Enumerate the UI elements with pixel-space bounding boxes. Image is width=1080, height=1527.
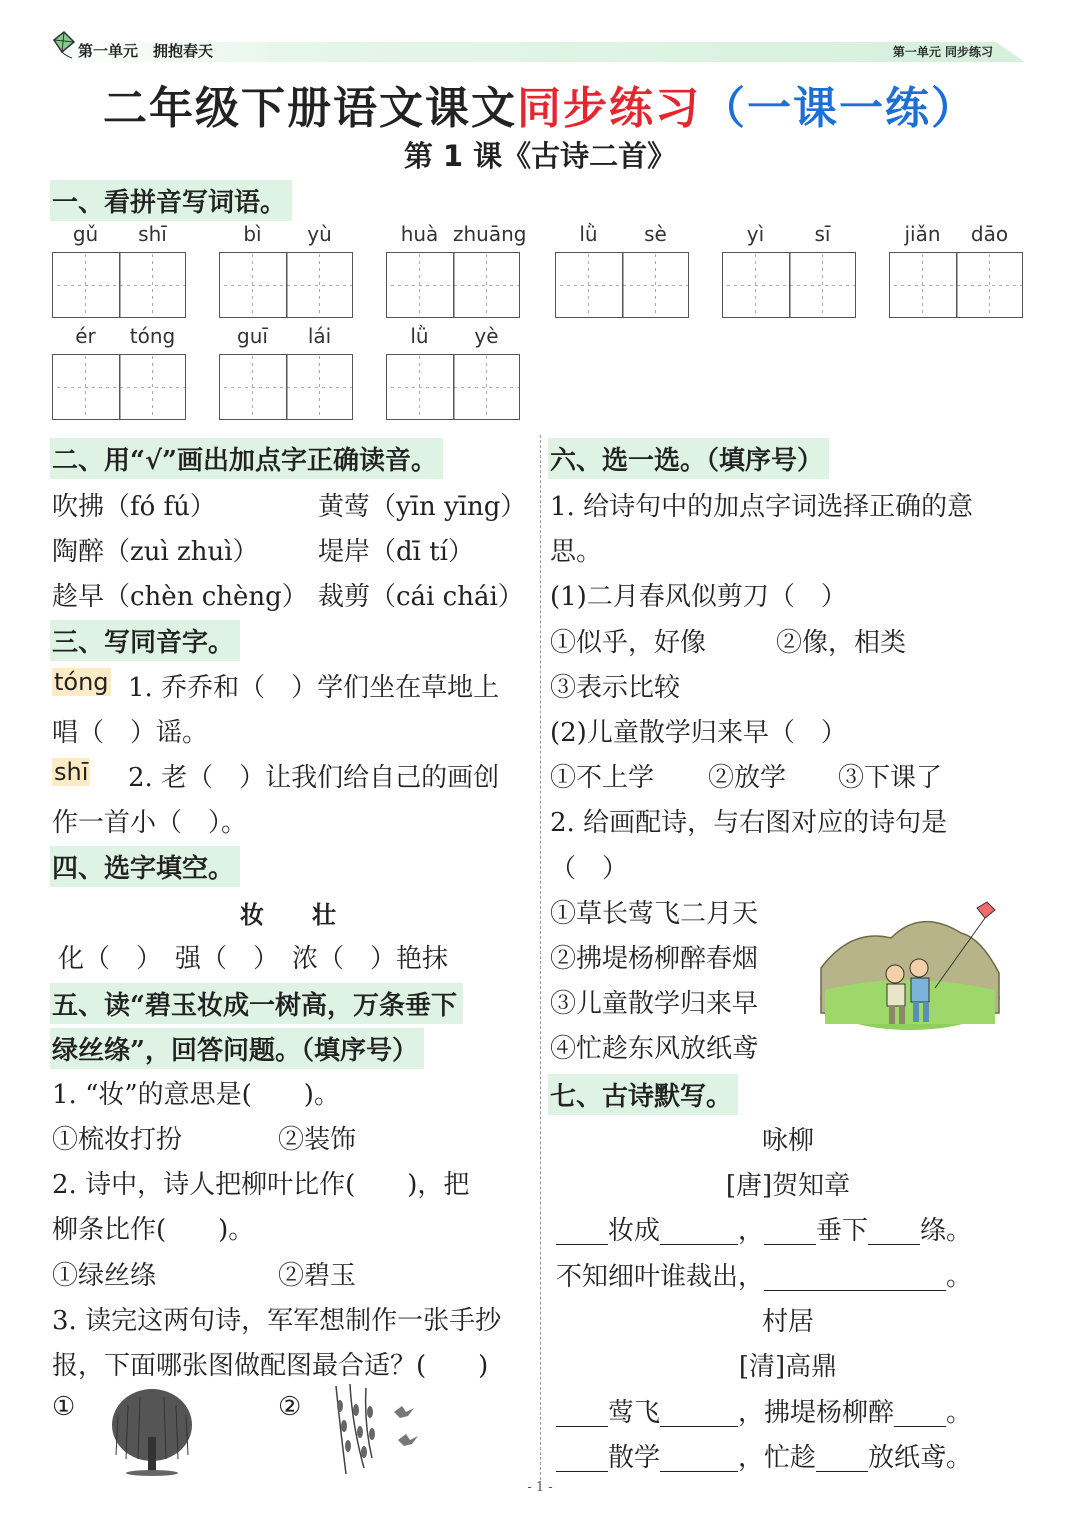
- pronunciation-item[interactable]: 趁早（chèn chèng）: [52, 582, 308, 612]
- unit-practice-label: 第一单元 同步练习: [892, 45, 993, 59]
- pinyin-label: jiǎn: [904, 222, 941, 246]
- section-6-heading: 六、选一选。（填序号）: [548, 438, 829, 479]
- writing-grid-box[interactable]: [555, 252, 689, 318]
- pronunciation-item[interactable]: 裁剪（cái chái）: [318, 582, 524, 612]
- question-line[interactable]: 报，下面哪张图做配图最合适？( ): [52, 1351, 489, 1381]
- poem-author: [唐]贺知章: [725, 1171, 851, 1201]
- page-title: [0, 72, 1080, 136]
- poem-fill-line[interactable]: ____莺飞______，拂堤杨柳醉____。: [556, 1398, 973, 1428]
- willow-tree-icon: [108, 1385, 196, 1477]
- pinyin-label: tóng: [129, 324, 176, 348]
- question-line[interactable]: 3. 读完这两句诗，军军想制作一张手抄: [52, 1306, 502, 1336]
- option[interactable]: ②放学: [708, 763, 787, 793]
- section-3-heading: 三、写同音字。: [50, 620, 240, 661]
- pinyin-hint: shī: [54, 758, 89, 786]
- homophone-line[interactable]: 2. 老（ ）让我们给自己的画创: [128, 763, 500, 793]
- page-number: - 1 -: [527, 1480, 553, 1495]
- writing-grid-box[interactable]: [52, 354, 186, 420]
- pinyin-label: zhuāng: [453, 222, 527, 246]
- question-line[interactable]: 1. “妆”的意思是( )。: [52, 1080, 340, 1110]
- pinyin-label: lǜ: [410, 324, 429, 348]
- poem-title: 咏柳: [761, 1126, 814, 1156]
- poem-fill-line[interactable]: 不知细叶谁裁出，______________。: [556, 1262, 973, 1292]
- writing-grid-box[interactable]: [52, 252, 186, 318]
- title-red: 同步练习: [517, 83, 701, 134]
- question-line[interactable]: 柳条比作( )。: [52, 1215, 255, 1245]
- question-line[interactable]: 2. 诗中，诗人把柳叶比作( )，把: [52, 1170, 470, 1200]
- poem-author: [清]高鼎: [738, 1352, 838, 1382]
- writing-grid-box[interactable]: [386, 354, 520, 420]
- pronunciation-item[interactable]: 吹拂（fó fú）: [52, 492, 216, 522]
- column-divider: [540, 435, 541, 1480]
- section-5-heading-2: 绿丝绦”，回答问题。（填序号）: [50, 1028, 424, 1069]
- option[interactable]: ①梳妆打扮: [52, 1125, 183, 1155]
- pinyin-label: guī: [237, 324, 268, 348]
- pinyin-label: yù: [307, 222, 332, 246]
- option[interactable]: ③下课了: [838, 763, 943, 793]
- poem-fill-line[interactable]: ____妆成______，____垂下____绦。: [556, 1216, 973, 1246]
- writing-grid-box[interactable]: [722, 252, 856, 318]
- pinyin-hint: tóng: [54, 668, 109, 696]
- homophone-line[interactable]: 作一首小（ ）。: [52, 808, 248, 838]
- option[interactable]: ④忙趁东风放纸鸢: [550, 1034, 759, 1064]
- poem-title: 村居: [761, 1307, 814, 1337]
- top-banner: [50, 40, 1025, 62]
- section-7-heading: 七、古诗默写。: [548, 1074, 738, 1115]
- writing-grid-box[interactable]: [386, 252, 520, 318]
- option[interactable]: ①绿丝绦: [52, 1261, 157, 1291]
- question-line[interactable]: (2)儿童散学归来早（ ）: [550, 718, 847, 748]
- option[interactable]: ②碧玉: [278, 1261, 357, 1291]
- pinyin-label: lái: [307, 324, 332, 348]
- pinyin-label: yì: [746, 222, 765, 246]
- homophone-line[interactable]: 唱（ ）谣。: [52, 718, 209, 748]
- pinyin-label: gǔ: [72, 222, 99, 246]
- lesson-title: 第 1 课《古诗二首》: [403, 139, 677, 173]
- section-2-heading: 二、用“√”画出加点字正确读音。: [50, 438, 443, 479]
- writing-grid-box[interactable]: [219, 252, 353, 318]
- unit-label: 第一单元 拥抱春天: [78, 42, 214, 60]
- section-4-heading: 四、选字填空。: [50, 846, 240, 887]
- poem-fill-line[interactable]: ____散学______，忙趁____放纸鸢。: [556, 1443, 973, 1473]
- writing-grid-box[interactable]: [889, 252, 1023, 318]
- question-line[interactable]: (1)二月春风似剪刀（ ）: [550, 582, 847, 612]
- kite-icon: [50, 30, 80, 60]
- question-line[interactable]: 1. 给诗句中的加点字词选择正确的意: [550, 492, 974, 522]
- option[interactable]: ②拂堤杨柳醉春烟: [550, 944, 759, 974]
- section-1-heading: 一、看拼音写词语。: [50, 180, 292, 221]
- pronunciation-item[interactable]: 陶醉（zuì zhuì）: [52, 537, 259, 567]
- willow-branch-swallows-icon: [330, 1382, 422, 1478]
- question-line[interactable]: （ ）: [550, 854, 629, 884]
- question-line[interactable]: 2. 给画配诗，与右图对应的诗句是: [550, 808, 948, 838]
- option[interactable]: ③表示比较: [550, 673, 681, 703]
- option[interactable]: ③儿童散学归来早: [550, 989, 759, 1019]
- pinyin-label: dāo: [970, 222, 1009, 246]
- option-marker[interactable]: ②: [278, 1392, 302, 1422]
- fill-char-line[interactable]: 化（ ） 强（ ） 浓（ ）艳抹: [58, 944, 449, 974]
- pronunciation-item[interactable]: 堤岸（dī tí）: [318, 537, 474, 567]
- pinyin-label: bì: [243, 222, 262, 246]
- option[interactable]: ①草长莺飞二月天: [550, 899, 759, 929]
- pinyin-label: huà: [400, 222, 439, 246]
- homophone-line[interactable]: 1. 乔乔和（ ）学们坐在草地上: [128, 673, 500, 703]
- pinyin-label: sī: [814, 222, 831, 246]
- char-choices: 妆 壮: [240, 901, 336, 929]
- pinyin-label: lǜ: [579, 222, 598, 246]
- question-line[interactable]: 思。: [550, 537, 603, 567]
- pinyin-label: yè: [474, 324, 499, 348]
- pronunciation-item[interactable]: 黄莺（yīn yīng）: [318, 492, 527, 522]
- option[interactable]: ②像，相类: [776, 628, 907, 658]
- option[interactable]: ②装饰: [278, 1125, 357, 1155]
- option[interactable]: ①似乎，好像: [550, 628, 707, 658]
- pinyin-label: sè: [644, 222, 667, 246]
- title-blue: （一课一练）: [701, 83, 977, 134]
- title-black: 二年级下册语文课文: [103, 83, 517, 134]
- section-5-heading-1: 五、读“碧玉妆成一树高，万条垂下: [50, 983, 463, 1024]
- kite-flying-picture: [815, 898, 1005, 1034]
- pinyin-label: shī: [138, 222, 167, 246]
- pinyin-label: ér: [75, 324, 96, 348]
- option-marker[interactable]: ①: [52, 1392, 76, 1422]
- option[interactable]: ①不上学: [550, 763, 655, 793]
- writing-grid-box[interactable]: [219, 354, 353, 420]
